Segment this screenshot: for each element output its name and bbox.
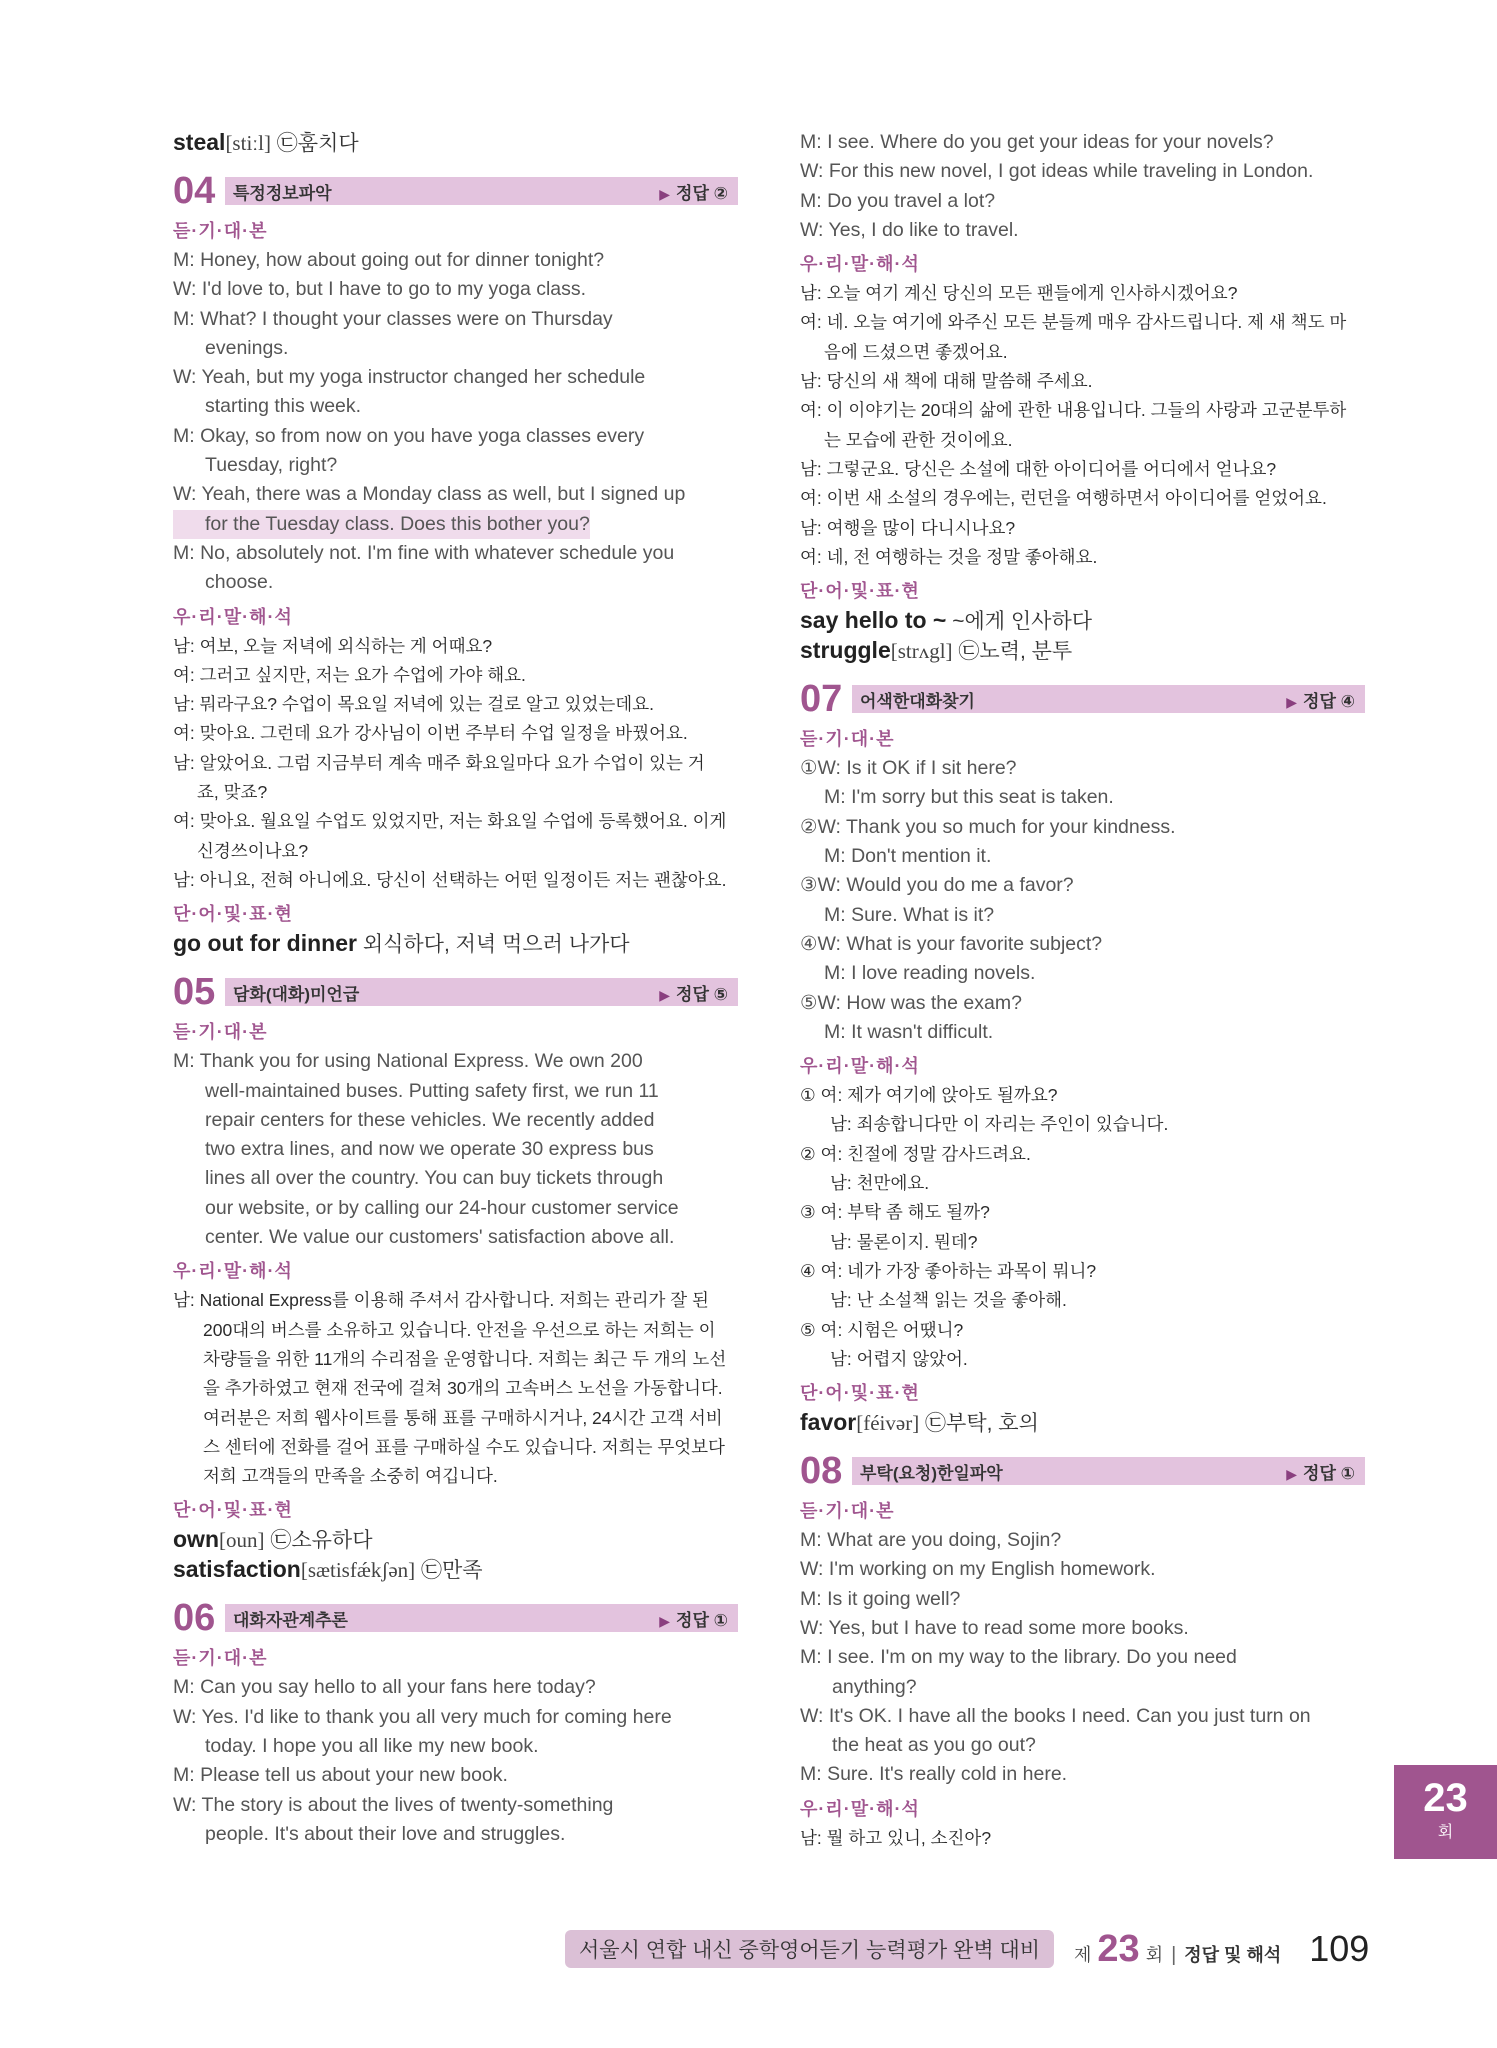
section-label-vocab: 단·어·및·표·현 — [173, 904, 293, 925]
section-label-vocab: 단·어·및·표·현 — [800, 1383, 920, 1404]
page-number: 109 — [1309, 1928, 1370, 1969]
question-05-header: 05 담화(대화)미언급 ▶ 정답 ⑤ — [173, 971, 738, 1013]
script-line: W: The story is about the lives of twenty-something — [173, 1793, 614, 1816]
question-04-header: 04 특정정보파악 ▶ 정답 ② — [173, 170, 738, 212]
footer-round-label: 제 23 회 | 정답 및 해석 — [1074, 1927, 1282, 1970]
translation-line: 신경쓰이나요? — [197, 840, 309, 861]
triangle-icon: ▶ — [659, 185, 671, 202]
vocab-entry: satisfaction[sætisfǽkʃən] ㉢만족 — [173, 1556, 483, 1583]
question-06-header: 06 대화자관계추론 ▶ 정답 ① — [173, 1597, 738, 1639]
script-line: ②W: Thank you so much for your kindness. — [800, 815, 1176, 838]
question-type-bar: 특정정보파악 ▶ 정답 ② — [225, 177, 738, 205]
vocab-entry: own[oun] ㉢소유하다 — [173, 1526, 373, 1553]
script-line: W: Yes, but I have to read some more books. — [800, 1616, 1189, 1639]
script-line: well-maintained buses. Putting safety first, we run 11 — [205, 1079, 659, 1102]
script-line: today. I hope you all like my new book. — [205, 1734, 539, 1757]
translation-line: ③ 여: 부탁 좀 해도 될까? — [800, 1202, 990, 1223]
translation-line: 남: National Express를 이용해 주셔서 감사합니다. 저희는 관리가 잘 된 — [173, 1290, 709, 1311]
translation-line: 여러분은 저희 웹사이트를 통해 표를 구매하시거나, 24시간 고객 서비 — [203, 1407, 723, 1428]
question-type-bar: 어색한대화찾기 ▶ 정답 ④ — [852, 685, 1365, 713]
script-line: M: Honey, how about going out for dinner tonight? — [173, 249, 605, 271]
script-line: evenings. — [205, 336, 289, 359]
script-line: lines all over the country. You can buy tickets through — [205, 1167, 664, 1190]
script-line: the heat as you go out? — [832, 1734, 1036, 1757]
script-line: W: Yes, I do like to travel. — [800, 218, 1019, 241]
answer-label: ▶ 정답 ⑤ — [659, 984, 728, 1004]
script-line: ①W: Is it OK if I sit here? — [800, 757, 1017, 780]
question-07-header: 07 어색한대화찾기 ▶ 정답 ④ — [800, 678, 1365, 720]
section-label-script: 듣·기·대·본 — [173, 221, 268, 241]
triangle-icon: ▶ — [1286, 1465, 1298, 1482]
translation-line: 여: 맞아요. 월요일 수업도 있었지만, 저는 화요일 수업에 등록했어요. 이게 — [173, 811, 727, 832]
script-line: M: Is it going well? — [800, 1587, 961, 1610]
footer-banner: 서울시 연합 내신 중학영어듣기 능력평가 완벽 대비 — [565, 1930, 1054, 1968]
script-line: center. We value our customers' satisfaction above all. — [205, 1226, 675, 1249]
translation-line: 남: 천만에요. — [830, 1173, 930, 1194]
script-line: M: I see. I'm on my way to the library. Do you need — [800, 1646, 1237, 1669]
vocab-entry: go out for dinner 외식하다, 저녁 먹으러 나가다 — [173, 930, 630, 957]
question-type-bar: 부탁(요청)한일파악 ▶ 정답 ① — [852, 1457, 1365, 1485]
script-line: ③W: Would you do me a favor? — [800, 874, 1074, 897]
triangle-icon: ▶ — [659, 986, 671, 1003]
translation-line: 남: 뭐라구요? 수업이 목요일 저녁에 있는 걸로 알고 있었는데요. — [173, 694, 654, 715]
translation-line: 여: 그러고 싶지만, 저는 요가 수업에 가야 해요. — [173, 664, 526, 685]
vocab-entry: favor[féivər] ㉢부탁, 호의 — [800, 1409, 1039, 1436]
answer-label: ▶ 정답 ② — [659, 183, 728, 203]
section-label-translation: 우·리·말·해·석 — [800, 1798, 920, 1819]
vocab-steal: steal[stiːl] ㉢훔치다 — [173, 129, 359, 155]
script-line: M: Sure. It's really cold in here. — [800, 1763, 1068, 1786]
translation-line: 을 추가하였고 현재 전국에 걸쳐 30개의 고속버스 노선을 가동합니다. — [203, 1378, 723, 1399]
translation-line: 남: 난 소설책 읽는 것을 좋아해. — [830, 1290, 1067, 1311]
script-line: W: Yeah, there was a Monday class as well, but I signed up — [173, 483, 686, 506]
script-line: people. It's about their love and struggles. — [205, 1822, 566, 1845]
translation-line: 남: 오늘 여기 계신 당신의 모든 팬들에게 인사하시겠어요? — [800, 283, 1238, 304]
question-type-bar: 대화자관계추론 ▶ 정답 ① — [225, 1604, 738, 1632]
translation-line: 여: 네, 전 여행하는 것을 정말 좋아해요. — [800, 546, 1098, 567]
translation-line: 남: 물론이지. 뭔데? — [830, 1231, 978, 1252]
script-line: M: Okay, so from now on you have yoga classes every — [173, 424, 645, 447]
translation-line: 여: 이 이야기는 20대의 삶에 관한 내용입니다. 그들의 사랑과 고군분투하 — [800, 400, 1347, 421]
translation-line: 스 센터에 전화를 걸어 표를 구매하실 수도 있습니다. 저희는 무엇보다 — [203, 1436, 725, 1457]
section-label-vocab: 단·어·및·표·현 — [800, 581, 920, 602]
script-line: repair centers for these vehicles. We recently added — [205, 1108, 655, 1131]
translation-line: 죠, 맞죠? — [197, 782, 268, 803]
section-label-translation: 우·리·말·해·석 — [173, 606, 293, 627]
answer-label: ▶ 정답 ① — [659, 1610, 728, 1630]
triangle-icon: ▶ — [1286, 693, 1298, 710]
translation-line: 남: 당신의 새 책에 대해 말씀해 주세요. — [800, 371, 1093, 392]
script-line: M: It wasn't difficult. — [824, 1020, 994, 1043]
page-footer — [565, 1926, 1370, 1972]
script-line: M: I'm sorry but this seat is taken. — [824, 786, 1114, 809]
translation-line: 남: 죄송합니다만 이 자리는 주인이 있습니다. — [830, 1114, 1169, 1135]
script-line: ⑤W: How was the exam? — [800, 991, 1022, 1014]
translation-line: 200대의 버스를 소유하고 있습니다. 안전을 우선으로 하는 저희는 이 — [203, 1319, 716, 1340]
translation-line: 여: 이번 새 소설의 경우에는, 런던을 여행하면서 아이디어를 얻었어요. — [800, 488, 1327, 509]
section-label-translation: 우·리·말·해·석 — [800, 254, 920, 275]
section-label-vocab: 단·어·및·표·현 — [173, 1500, 293, 1521]
translation-line: ① 여: 제가 여기에 앉아도 될까요? — [800, 1085, 1058, 1106]
translation-line: 남: 어렵지 않았어. — [830, 1348, 968, 1369]
translation-line: ⑤ 여: 시험은 어땠니? — [800, 1319, 964, 1340]
question-type-bar: 담화(대화)미언급 ▶ 정답 ⑤ — [225, 978, 738, 1006]
translation-line: ④ 여: 네가 가장 좋아하는 과목이 뭐니? — [800, 1260, 1097, 1281]
script-line: M: I see. Where do you get your ideas for your novels? — [800, 131, 1274, 153]
translation-line: 는 모습에 관한 것이에요. — [824, 429, 1013, 450]
section-label-script: 듣·기·대·본 — [800, 729, 895, 750]
left-column — [173, 128, 738, 1849]
script-line: M: Sure. What is it? — [824, 903, 995, 926]
question-08-header: 08 부탁(요청)한일파악 ▶ 정답 ① — [800, 1450, 1365, 1492]
script-line: M: I love reading novels. — [824, 962, 1036, 985]
translation-line: 저희 고객들의 만족을 소중히 여깁니다. — [203, 1466, 498, 1487]
script-line: starting this week. — [205, 395, 362, 418]
script-line: W: Yeah, but my yoga instructor changed her schedule — [173, 366, 646, 389]
script-line: M: What? I thought your classes were on Thursday — [173, 307, 613, 330]
script-line: two extra lines, and now we operate 30 express bus — [205, 1138, 654, 1161]
triangle-icon: ▶ — [659, 1612, 671, 1629]
script-line: M: Please tell us about your new book. — [173, 1764, 508, 1787]
script-line: M: Thank you for using National Express. We own 200 — [173, 1050, 643, 1073]
translation-line: 남: 여보, 오늘 저녁에 외식하는 게 어때요? — [173, 635, 493, 656]
section-label-translation: 우·리·말·해·석 — [800, 1056, 920, 1077]
script-line: W: Yes. I'd like to thank you all very much for coming here — [173, 1705, 672, 1728]
section-label-script: 듣·기·대·본 — [800, 1501, 895, 1522]
script-line: W: I'd love to, but I have to go to my yoga class. — [173, 278, 587, 301]
translation-line: 여: 맞아요. 그런데 요가 강사님이 이번 주부터 수업 일정을 바꿨어요. — [173, 723, 688, 744]
section-label-script: 듣·기·대·본 — [173, 1648, 268, 1669]
translation-line: 남: 아니요, 전혀 아니에요. 당신이 선택하는 어떤 일정이든 저는 괜찮아요. — [173, 869, 727, 890]
script-line: M: What are you doing, Sojin? — [800, 1529, 1062, 1552]
translation-line: 남: 그렇군요. 당신은 소설에 대한 아이디어를 어디에서 얻나요? — [800, 458, 1277, 479]
section-label-translation: 우·리·말·해·석 — [173, 1261, 293, 1282]
script-line: ④W: What is your favorite subject? — [800, 932, 1103, 955]
vocab-entry: say hello to ~ ~에게 인사하다 — [800, 607, 1093, 634]
translation-line: 남: 뭘 하고 있니, 소진아? — [800, 1827, 992, 1848]
right-column — [800, 128, 1365, 1853]
script-line: M: Do you travel a lot? — [800, 189, 996, 212]
translation-line: 여: 네. 오늘 여기에 와주신 모든 분들께 매우 감사드립니다. 제 새 책도 마 — [800, 312, 1347, 333]
answer-label: ▶ 정답 ④ — [1286, 691, 1355, 711]
translation-line: ② 여: 친절에 정말 감사드려요. — [800, 1143, 1031, 1164]
script-line: choose. — [205, 571, 274, 594]
script-line: M: Don't mention it. — [824, 845, 992, 868]
script-line: our website, or by calling our 24-hour customer service — [205, 1196, 679, 1219]
script-line: W: It's OK. I have all the books I need. Can you just turn on — [800, 1704, 1311, 1727]
script-line: W: For this new novel, I got ideas while traveling in London. — [800, 160, 1314, 183]
script-line: for the Tuesday class. Does this bother you? — [173, 510, 590, 539]
translation-line: 남: 알았어요. 그럼 지금부터 계속 매주 화요일마다 요가 수업이 있는 거 — [173, 752, 705, 773]
translation-line: 차량들을 위한 11개의 수리점을 운영합니다. 저희는 최근 두 개의 노선 — [203, 1348, 727, 1369]
script-line: Tuesday, right? — [205, 454, 338, 477]
translation-line: 남: 여행을 많이 다니시나요? — [800, 517, 1016, 538]
script-line: W: I'm working on my English homework. — [800, 1558, 1156, 1581]
script-line: M: Can you say hello to all your fans here today? — [173, 1676, 596, 1699]
section-label-script: 듣·기·대·본 — [173, 1022, 268, 1043]
script-line: anything? — [832, 1675, 917, 1698]
answer-label: ▶ 정답 ① — [1286, 1463, 1355, 1483]
round-side-tab: 23 회 — [1394, 1765, 1497, 1859]
vocab-entry: struggle[strʌgl] ㉢노력, 분투 — [800, 637, 1073, 664]
script-line: M: No, absolutely not. I'm fine with whatever schedule you — [173, 541, 675, 564]
translation-line: 음에 드셨으면 좋겠어요. — [824, 341, 1008, 362]
